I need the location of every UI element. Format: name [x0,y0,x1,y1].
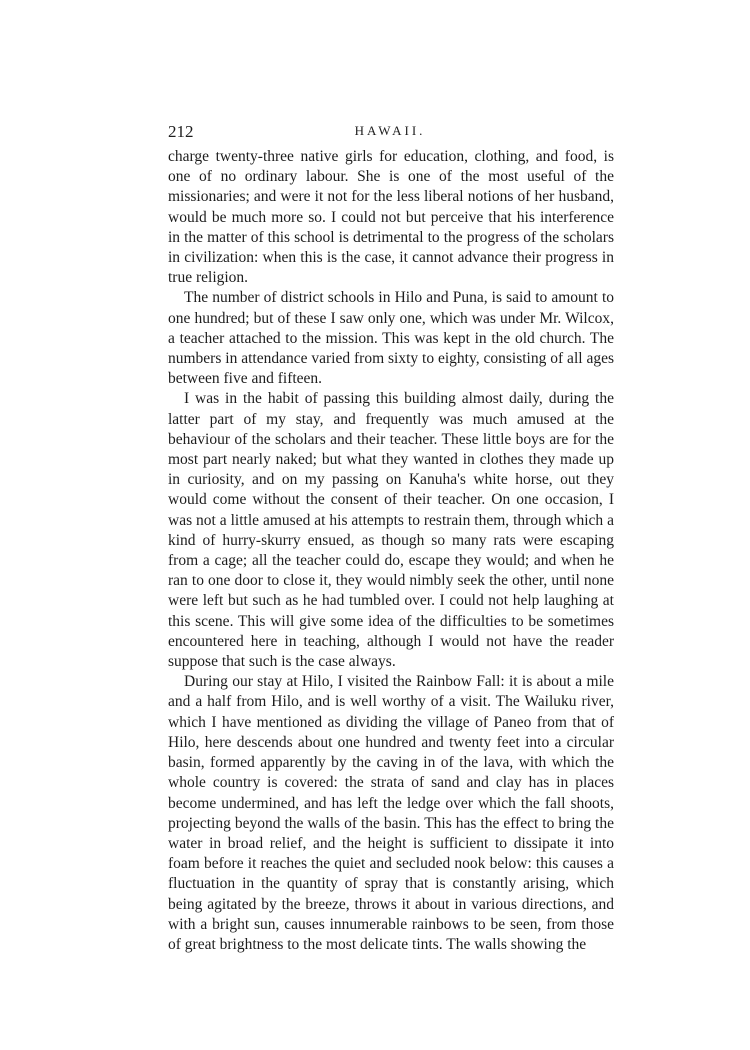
body-text [168,147,614,955]
page-header [168,122,612,146]
paragraph-rainbow-fall: During our stay at Hilo, I visited the Rainbow Fall: it is about a mile and a half from Hilo, and is well worthy of a visit. The Wailuku river, which I have mentioned as dividing the village of Paneo from that of Hilo, here descends about one hundred and twenty feet into a circular basin, formed apparently by the caving in of the lava, with which the whole country is covered: the strata of sand and clay has in places become undermined, and has left the ledge over which the fall shoots, projecting beyond the walls of the basin. This has the effect to bring the water in broad relief, and the height is sufficient to dissipate it into foam before it reaches the quiet and secluded nook below: this causes a fluctuation in the quantity of spray that is constantly arising, which being agitated by the breeze, throws it about in various directions, and with a bright sun, causes innumerable rainbows to be seen, from those of great brightness to the most delicate tints. The walls showing the [168,673,614,953]
paragraph-district-schools: The number of district schools in Hilo and Puna, is said to amount to one hundred; but of these I saw only one, which was under Mr. Wilcox, a teacher attached to the mission. This was kept in the old church. The numbers in attendance varied from sixty to eighty, consisting of all ages between five and fifteen. [168,289,614,388]
running-head: HAWAII. [354,123,426,138]
page-number: 212 [168,122,194,141]
paragraph-school-visits: I was in the habit of passing this building almost daily, during the latter part of my stay, and frequently was much amused at the behaviour of the scholars and their teacher. These little boys are for the most part nearly naked; but what they wanted in clothes they made up in curiosity, and on my passing on Kanuha's white horse, out they would come without the consent of their teacher. On one occasion, I was not a little amused at his attempts to restrain them, through which a kind of hurry-skurry ensued, as though so many rats were escaping from a cage; all the teacher could do, escape they would; and when he ran to one door to close it, they would nimbly seek the other, until none were left but such as he had tumbled over. I could not help laughing at this scene. This will give some idea of the difficulties to be sometimes encountered here in teaching, although I would not have the reader suppose that such is the case always. [168,390,614,671]
paragraph-continued: charge twenty-three native girls for education, clothing, and food, is one of no ordinary labour. She is one of the most useful of the missionaries; and were it not for the less liberal notions of her husband, would be much more so. I could not but perceive that his interference in the matter of this school is detrimental to the progress of the scholars in civilization: when this is the case, it cannot advance their progress in true religion. [168,148,614,287]
